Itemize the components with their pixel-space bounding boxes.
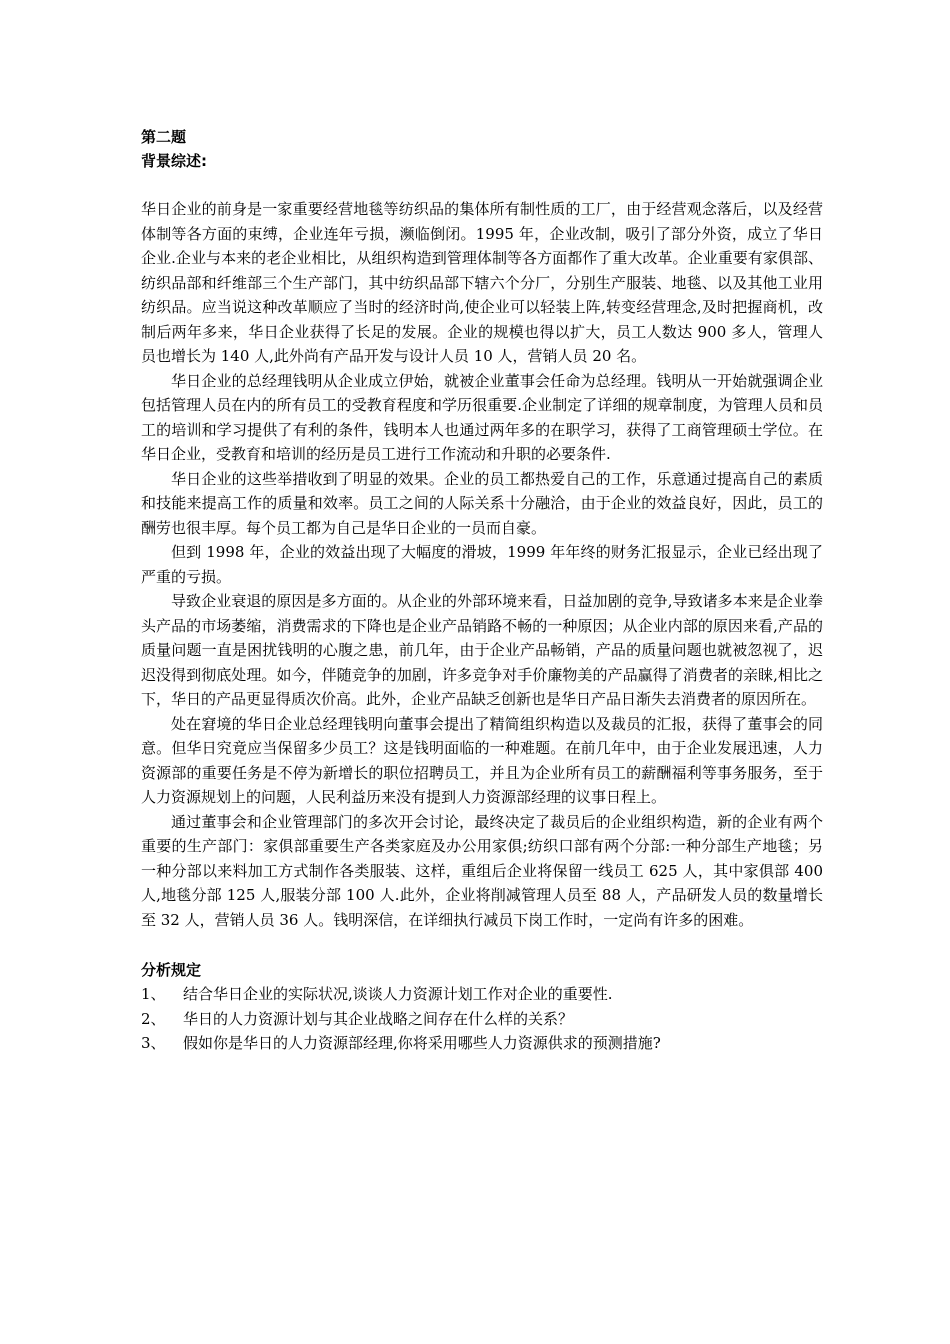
paragraph-decision: 通过董事会和企业管理部门的多次开会讨论，最终决定了裁员后的企业组织构造，新的企业有两个重要的生产部门：家俱部重要生产各类家庭及办公用家俱;纺织口部有两个分部:一种分部生产地毯；另一种分部以来料加工方式制作各类服装、这样，重组后企业将保留一线员工 625 人，其中家俱部 400 人,地毯分部 125 人,服装分部 100 人.此外，企业将削减管理人员至 88 人，产品研发人员的数量增长至 32 人，营销人员 36 人。钱明深信，在详细执行减员下岗工作时，一定尚有许多的困难。 (141, 812, 823, 929)
paragraph-effects: 华日企业的这些举措收到了明显的效果。企业的员工都热爱自己的工作，乐意通过提高自己的素质和技能来提高工作的质量和效率。员工之间的人际关系十分融洽，由于企业的效益良好，因此，员工的酬劳也很丰厚。每个员工都为自己是华日企业的一员而自豪。 (141, 469, 823, 537)
spacer (141, 173, 823, 197)
question-number: 2、 (141, 1009, 166, 1028)
question-number: 3、 (141, 1034, 166, 1052)
paragraph-manager: 华日企业的总经理钱明从企业成立伊始，就被企业董事会任命为总经理。钱明从一开始就强调企业包括管理人员在内的所有员工的受教育程度和学历很重要.企业制定了详细的规章制度，为管理人员和员工的培训和学习提供了有利的条件，钱明本人也通过两年多的在职学习，获得了工商管理硕士学位。在华日企业，受教育和培训的经历是员工进行工作流动和升职的必要条件. (141, 371, 823, 463)
document-page (141, 125, 823, 1056)
paragraph-intro: 华日企业的前身是一家重要经营地毯等纺织品的集体所有制性质的工厂，由于经营观念落后，以及经营体制等各方面的束缚，企业连年亏损，濒临倒闭。1995 年，企业改制，吸引了部分外资，成立了华日企业.企业与本来的老企业相比，从组织构造到管理体制等各方面都作了重大改革。企业重要有家俱部、纺织品部和纤维部三个生产部门，其中纺织品部下辖六个分厂，分别生产服装、地毯、以及其他工业用纺织品。应当说这种改革顺应了当时的经济时尚,使企业可以轻装上阵,转变经营理念,及时把握商机，改制后两年多来，华日企业获得了长足的发展。企业的规模也得以扩大，员工人数达 900 多人，管理人员也增长为 140 人,此外尚有产品开发与设计人员 10 人，营销人员 20 名。 (141, 200, 823, 365)
list-item (141, 982, 823, 1007)
question-text: 结合华日企业的实际状况,谈谈人力资源计划工作对企业的重要性. (183, 985, 613, 1003)
analysis-heading: 分析规定 (141, 961, 202, 979)
background-heading: 背景综述: (141, 152, 207, 170)
paragraph-decline: 但到 1998 年，企业的效益出现了大幅度的滑坡，1999 年年终的财务汇报显示，企业已经出现了严重的亏损。 (141, 543, 823, 586)
question-title: 第二题 (141, 128, 187, 146)
list-item (141, 1031, 823, 1056)
paragraph-restructure: 处在窘境的华日企业总经理钱明向董事会提出了精简组织构造以及裁员的汇报，获得了董事会的同意。但华日究竟应当保留多少员工？这是钱明面临的一种难题。在前几年中，由于企业发展迅速，人力资源部的重要任务是不停为新增长的职位招聘员工，并且为企业所有员工的薪酬福利等事务服务，至于人力资源规划上的问题，人民利益历来没有提到人力资源部经理的议事日程上。 (141, 714, 823, 806)
question-number: 1、 (141, 985, 166, 1003)
list-item (141, 1007, 823, 1032)
question-list (141, 982, 823, 1056)
paragraph-causes: 导致企业衰退的原因是多方面的。从企业的外部环境来看，日益加剧的竞争,导致诸多本来是企业拳头产品的市场萎缩，消费需求的下降也是企业产品销路不畅的一种原因；从企业内部的原因来看,产品的质量问题一直是困扰钱明的心腹之患，前几年，由于企业产品畅销，产品的质量问题也就被忽视了，迟迟没得到彻底处理。如今，伴随竞争的加剧，许多竞争对手价廉物美的产品赢得了消费者的亲睐,相比之下，华日的产品更显得质次价高。此外，企业产品缺乏创新也是华日产品日渐失去消费者的原因所在。 (141, 592, 823, 708)
question-text: 华日的人力资源计划与其企业战略之间存在什么样的关系？ (183, 1009, 574, 1028)
question-text: 假如你是华日的人力资源部经理,你将采用哪些人力资源供求的预测措施? (183, 1034, 661, 1052)
